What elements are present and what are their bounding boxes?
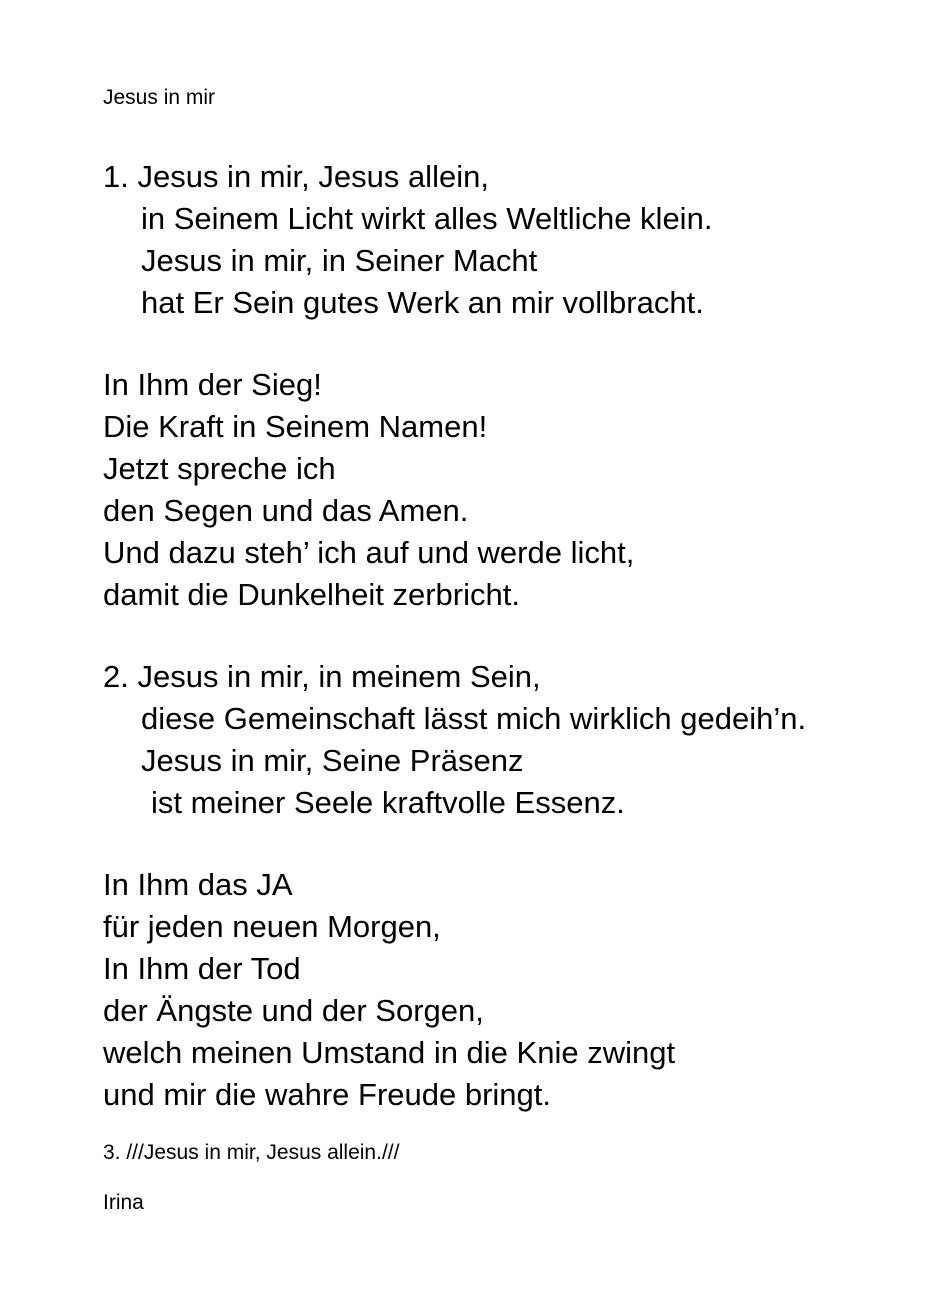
- chorus-2-line-4: der Ängste und der Sorgen,: [103, 993, 484, 1028]
- chorus-1-line-1: In Ihm der Sieg!: [103, 367, 322, 402]
- verse-1-line-1: 1. Jesus in mir, Jesus allein,: [103, 159, 489, 194]
- verse-3: 3. ///Jesus in mir, Jesus allein.///: [103, 1141, 400, 1164]
- chorus-2-line-5: welch meinen Umstand in die Knie zwingt: [103, 1035, 676, 1070]
- chorus-2: [103, 864, 675, 1116]
- verse-2-line-2: diese Gemeinschaft lässt mich wirklich gedeih’n.: [141, 701, 807, 736]
- verse-2-line-1: 2. Jesus in mir, in meinem Sein,: [103, 659, 541, 694]
- verse-2: [103, 656, 806, 824]
- song-title: Jesus in mir: [103, 86, 216, 109]
- chorus-1-line-2: Die Kraft in Seinem Namen!: [103, 409, 488, 444]
- verse-2-line-3: Jesus in mir, Seine Präsenz: [141, 743, 524, 778]
- chorus-2-line-2: für jeden neuen Morgen,: [103, 909, 441, 944]
- chorus-1-line-5: Und dazu steh’ ich auf und werde licht,: [103, 535, 635, 570]
- verse-2-line-4: ist meiner Seele kraftvolle Essenz.: [151, 785, 625, 820]
- chorus-2-line-1: In Ihm das JA: [103, 867, 293, 902]
- verse-1-line-4: hat Er Sein gutes Werk an mir vollbracht.: [141, 285, 704, 320]
- chorus-2-line-6: und mir die wahre Freude bringt.: [103, 1077, 552, 1112]
- chorus-2-line-3: In Ihm der Tod: [103, 951, 301, 986]
- verse-1-line-2: in Seinem Licht wirkt alles Weltliche klein.: [141, 201, 713, 236]
- chorus-1-line-4: den Segen und das Amen.: [103, 493, 469, 528]
- author-name: Irina: [103, 1191, 144, 1214]
- verse-1: [103, 156, 712, 324]
- chorus-1: [103, 364, 634, 616]
- chorus-1-line-6: damit die Dunkelheit zerbricht.: [103, 577, 520, 612]
- verse-1-line-3: Jesus in mir, in Seiner Macht: [141, 243, 538, 278]
- chorus-1-line-3: Jetzt spreche ich: [103, 451, 336, 486]
